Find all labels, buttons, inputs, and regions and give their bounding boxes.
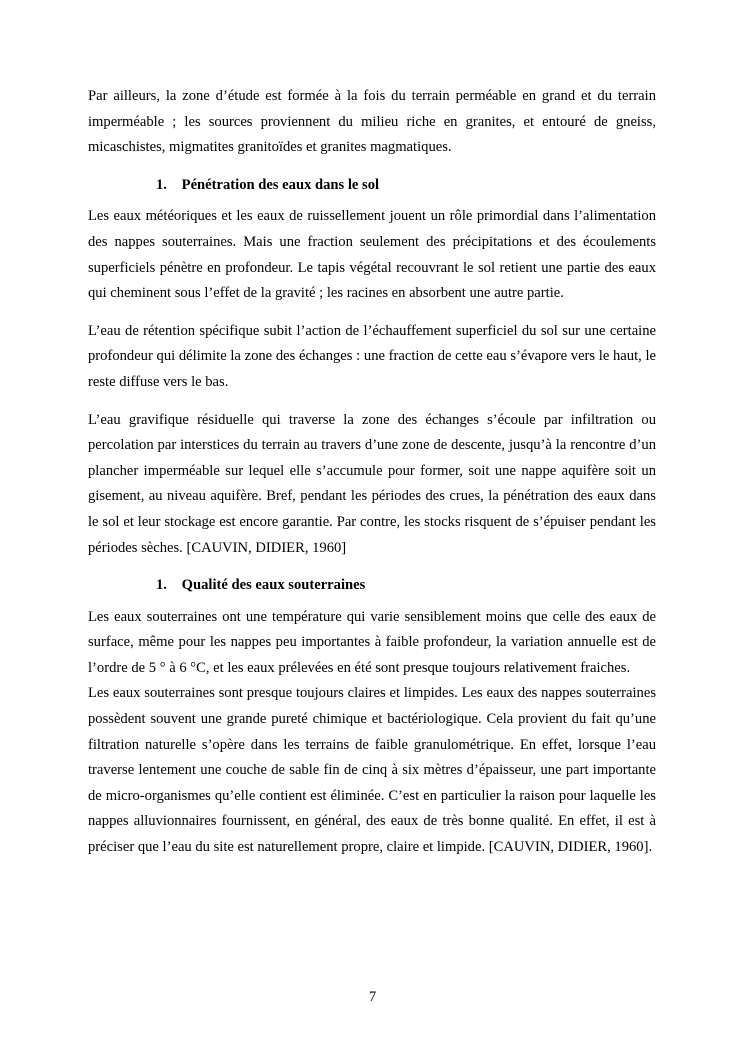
- paragraph: Les eaux souterraines sont presque toujours claires et limpides. Les eaux des nappes souterraines possèdent souvent une grande pureté chimique et bactériologique. Cela provient du fait qu’une filtration naturelle s’opère dans les terrains de faible granulométrique. En effet, lorsque l’eau traverse lentement une couche de sable fin de cinq à six mètres d’épaisseur, une part importante de micro-organismes qu’elle contient est éliminée. C’est en particulier la raison pour laquelle les nappes alluvionnaires fournissent, en général, des eaux de très bonne qualité. En effet, il est à préciser que l’eau du site est naturellement propre, claire et limpide. [CAUVIN, DIDIER, 1960].: [88, 685, 656, 856]
- paragraph: L’eau gravifique résiduelle qui traverse la zone des échanges s’écoule par infiltration ou percolation par interstices du terrain au travers d’une zone de descente, jusqu’à la rencontre d’un plancher imperméable sur lequel elle s’accumule pour former, soit une nappe aquifère soit un gisement, au niveau aquifère. Bref, pendant les périodes des crues, la pénétration des eaux dans le sol et leur stockage est encore garantie. Par contre, les stocks risquent de s’épuiser pendant les périodes sèches. [CAUVIN, DIDIER, 1960]: [88, 411, 656, 556]
- section-number: 1.: [156, 176, 167, 193]
- section-title: Pénétration des eaux dans le sol: [181, 176, 380, 193]
- intro-paragraph: Par ailleurs, la zone d’étude est formée à la fois du terrain perméable en grand et du terrain imperméable ; les sources proviennent du milieu riche en granites, et entouré de gneiss, micaschistes, migmatites granitoïdes et granites magmatiques.: [88, 88, 656, 156]
- section-heading-penetration: [88, 173, 656, 199]
- section-title: Qualité des eaux souterraines: [181, 577, 366, 594]
- paragraph: Les eaux souterraines ont une température qui varie sensiblement moins que celle des eaux de surface, même pour les nappes peu importantes à faible profondeur, la variation annuelle est de l’ordre de 5 ° à 6 °C, et les eaux prélevées en été sont presque toujours relativement fraiches.: [88, 608, 656, 676]
- paragraph: Les eaux météoriques et les eaux de ruissellement jouent un rôle primordial dans l’alimentation des nappes souterraines. Mais une fraction seulement des précipitations et des écoulements superficiels pénètre en profondeur. Le tapis végétal recouvrant le sol retient une partie des eaux qui cheminent sous l’effet de la gravité ; les racines en absorbent une autre partie.: [88, 208, 656, 302]
- page-number: 7: [368, 989, 377, 1005]
- section-heading-qualite: [88, 573, 656, 599]
- paragraph: L’eau de rétention spécifique subit l’action de l’échauffement superficiel du sol sur une certaine profondeur qui délimite la zone des échanges : une fraction de cette eau s’évapore vers le haut, le reste diffuse vers le bas.: [88, 322, 656, 390]
- document-body: [88, 84, 656, 861]
- section-number: 1.: [156, 577, 167, 594]
